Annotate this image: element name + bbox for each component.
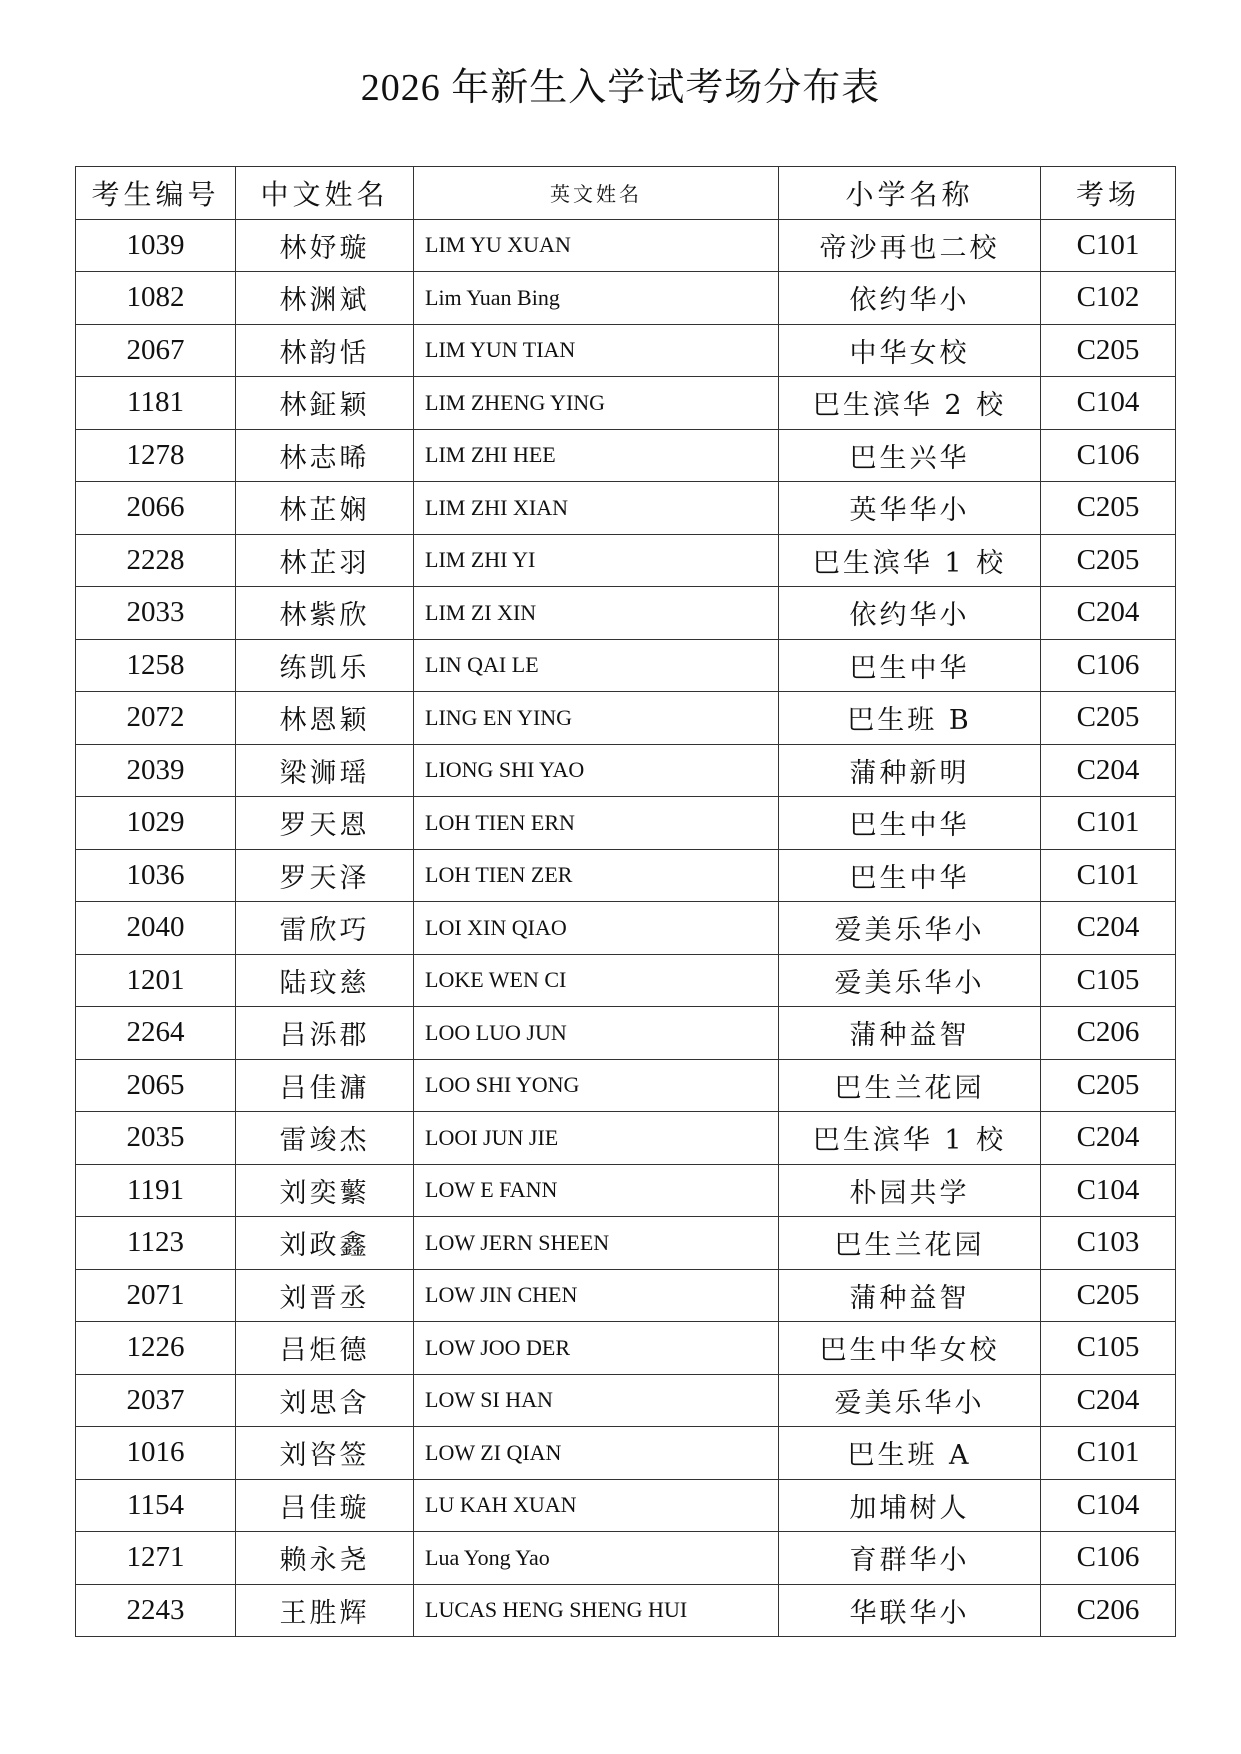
english-name-cell: LUCAS HENG SHENG HUI (414, 1584, 779, 1637)
exam-room-cell: C204 (1041, 587, 1176, 640)
column-header-room: 考场 (1041, 167, 1176, 220)
english-name-cell: Lua Yong Yao (414, 1532, 779, 1585)
primary-school-cell: 爱美乐华小 (779, 902, 1041, 955)
exam-room-cell: C204 (1041, 744, 1176, 797)
table-row (76, 219, 1176, 272)
table-row (76, 692, 1176, 745)
exam-room-cell: C102 (1041, 272, 1176, 325)
chinese-name-cell: 林鉦颖 (236, 377, 414, 430)
candidate-id-cell: 2067 (76, 324, 236, 377)
candidate-id-cell: 1039 (76, 219, 236, 272)
primary-school-cell: 巴生滨华 1 校 (779, 534, 1041, 587)
english-name-cell: Lim Yuan Bing (414, 272, 779, 325)
primary-school-cell: 巴生兴华 (779, 429, 1041, 482)
exam-room-cell: C106 (1041, 1532, 1176, 1585)
chinese-name-cell: 林芷羽 (236, 534, 414, 587)
exam-room-cell: C205 (1041, 534, 1176, 587)
exam-room-cell: C205 (1041, 1269, 1176, 1322)
chinese-name-cell: 罗天泽 (236, 849, 414, 902)
table-row (76, 1532, 1176, 1585)
chinese-name-cell: 刘政鑫 (236, 1217, 414, 1270)
primary-school-cell: 巴生班 A (779, 1427, 1041, 1480)
english-name-cell: LOW SI HAN (414, 1374, 779, 1427)
primary-school-cell: 中华女校 (779, 324, 1041, 377)
exam-room-cell: C104 (1041, 1164, 1176, 1217)
candidate-id-cell: 2072 (76, 692, 236, 745)
candidate-id-cell: 1271 (76, 1532, 236, 1585)
page-title: 2026 年新生入学试考场分布表 (360, 67, 881, 109)
primary-school-cell: 巴生滨华 2 校 (779, 377, 1041, 430)
exam-room-cell: C206 (1041, 1584, 1176, 1637)
table-row (76, 1322, 1176, 1375)
candidate-id-cell: 1029 (76, 797, 236, 850)
exam-room-cell: C101 (1041, 219, 1176, 272)
exam-room-cell: C106 (1041, 429, 1176, 482)
chinese-name-cell: 林妤璇 (236, 219, 414, 272)
column-header-cn-name: 中文姓名 (236, 167, 414, 220)
chinese-name-cell: 吕炬德 (236, 1322, 414, 1375)
english-name-cell: LIM YUN TIAN (414, 324, 779, 377)
table-header-row (76, 167, 1176, 220)
candidate-id-cell: 1123 (76, 1217, 236, 1270)
table-row (76, 1112, 1176, 1165)
column-header-school: 小学名称 (779, 167, 1041, 220)
column-header-id: 考生编号 (76, 167, 236, 220)
primary-school-cell: 巴生兰花园 (779, 1059, 1041, 1112)
candidate-id-cell: 1226 (76, 1322, 236, 1375)
chinese-name-cell: 雷竣杰 (236, 1112, 414, 1165)
primary-school-cell: 依约华小 (779, 587, 1041, 640)
exam-room-cell: C104 (1041, 1479, 1176, 1532)
primary-school-cell: 英华华小 (779, 482, 1041, 535)
chinese-name-cell: 陆玟慈 (236, 954, 414, 1007)
candidate-id-cell: 2035 (76, 1112, 236, 1165)
exam-room-cell: C204 (1041, 902, 1176, 955)
table-row (76, 902, 1176, 955)
table-row (76, 954, 1176, 1007)
exam-room-cell: C103 (1041, 1217, 1176, 1270)
candidate-id-cell: 1082 (76, 272, 236, 325)
primary-school-cell: 巴生兰花园 (779, 1217, 1041, 1270)
chinese-name-cell: 刘思含 (236, 1374, 414, 1427)
exam-room-cell: C206 (1041, 1007, 1176, 1060)
primary-school-cell: 巴生中华女校 (779, 1322, 1041, 1375)
english-name-cell: LU KAH XUAN (414, 1479, 779, 1532)
exam-room-cell: C101 (1041, 849, 1176, 902)
chinese-name-cell: 林渊斌 (236, 272, 414, 325)
english-name-cell: LOH TIEN ZER (414, 849, 779, 902)
chinese-name-cell: 林韵恬 (236, 324, 414, 377)
english-name-cell: LOI XIN QIAO (414, 902, 779, 955)
chinese-name-cell: 罗天恩 (236, 797, 414, 850)
primary-school-cell: 加埔树人 (779, 1479, 1041, 1532)
exam-room-cell: C204 (1041, 1112, 1176, 1165)
table-row (76, 482, 1176, 535)
exam-room-cell: C106 (1041, 639, 1176, 692)
exam-room-cell: C105 (1041, 954, 1176, 1007)
english-name-cell: LOKE WEN CI (414, 954, 779, 1007)
candidate-id-cell: 1154 (76, 1479, 236, 1532)
exam-room-cell: C205 (1041, 692, 1176, 745)
chinese-name-cell: 林恩颖 (236, 692, 414, 745)
chinese-name-cell: 吕泺郡 (236, 1007, 414, 1060)
table-row (76, 377, 1176, 430)
candidate-id-cell: 2071 (76, 1269, 236, 1322)
english-name-cell: LIONG SHI YAO (414, 744, 779, 797)
english-name-cell: LIM ZHI HEE (414, 429, 779, 482)
candidate-id-cell: 1258 (76, 639, 236, 692)
primary-school-cell: 爱美乐华小 (779, 954, 1041, 1007)
primary-school-cell: 巴生滨华 1 校 (779, 1112, 1041, 1165)
table-row (76, 849, 1176, 902)
exam-room-cell: C104 (1041, 377, 1176, 430)
chinese-name-cell: 赖永尧 (236, 1532, 414, 1585)
primary-school-cell: 巴生中华 (779, 639, 1041, 692)
candidate-id-cell: 1016 (76, 1427, 236, 1480)
primary-school-cell: 依约华小 (779, 272, 1041, 325)
table-row (76, 1427, 1176, 1480)
exam-room-cell: C105 (1041, 1322, 1176, 1375)
table-row (76, 1479, 1176, 1532)
table-row (76, 1007, 1176, 1060)
table-row (76, 1059, 1176, 1112)
exam-room-cell: C204 (1041, 1374, 1176, 1427)
english-name-cell: LOW E FANN (414, 1164, 779, 1217)
candidate-id-cell: 1201 (76, 954, 236, 1007)
candidate-id-cell: 1181 (76, 377, 236, 430)
table-row (76, 534, 1176, 587)
table-row (76, 1269, 1176, 1322)
table-row (76, 587, 1176, 640)
table-row (76, 1164, 1176, 1217)
exam-room-cell: C205 (1041, 1059, 1176, 1112)
table-row (76, 429, 1176, 482)
english-name-cell: LIM ZI XIN (414, 587, 779, 640)
english-name-cell: LIM ZHI XIAN (414, 482, 779, 535)
candidate-id-cell: 2040 (76, 902, 236, 955)
chinese-name-cell: 林紫欣 (236, 587, 414, 640)
english-name-cell: LOH TIEN ERN (414, 797, 779, 850)
primary-school-cell: 巴生班 B (779, 692, 1041, 745)
candidate-id-cell: 2039 (76, 744, 236, 797)
table-row (76, 1374, 1176, 1427)
primary-school-cell: 蒲种新明 (779, 744, 1041, 797)
candidate-id-cell: 2264 (76, 1007, 236, 1060)
candidate-id-cell: 1191 (76, 1164, 236, 1217)
candidate-id-cell: 2033 (76, 587, 236, 640)
table-row (76, 744, 1176, 797)
chinese-name-cell: 刘咨签 (236, 1427, 414, 1480)
chinese-name-cell: 练凯乐 (236, 639, 414, 692)
seat-allocation-table (75, 166, 1176, 1637)
chinese-name-cell: 王胜辉 (236, 1584, 414, 1637)
primary-school-cell: 蒲种益智 (779, 1269, 1041, 1322)
candidate-id-cell: 2037 (76, 1374, 236, 1427)
english-name-cell: LING EN YING (414, 692, 779, 745)
exam-room-cell: C101 (1041, 797, 1176, 850)
english-name-cell: LIM ZHI YI (414, 534, 779, 587)
english-name-cell: LIM YU XUAN (414, 219, 779, 272)
chinese-name-cell: 雷欣巧 (236, 902, 414, 955)
primary-school-cell: 巴生中华 (779, 849, 1041, 902)
chinese-name-cell: 林芷娴 (236, 482, 414, 535)
primary-school-cell: 朴园共学 (779, 1164, 1041, 1217)
chinese-name-cell: 林志晞 (236, 429, 414, 482)
table-row (76, 1217, 1176, 1270)
primary-school-cell: 帝沙再也二校 (779, 219, 1041, 272)
table-row (76, 324, 1176, 377)
primary-school-cell: 爱美乐华小 (779, 1374, 1041, 1427)
english-name-cell: LOW ZI QIAN (414, 1427, 779, 1480)
primary-school-cell: 育群华小 (779, 1532, 1041, 1585)
english-name-cell: LIN QAI LE (414, 639, 779, 692)
chinese-name-cell: 吕佳滽 (236, 1059, 414, 1112)
english-name-cell: LOW JERN SHEEN (414, 1217, 779, 1270)
primary-school-cell: 蒲种益智 (779, 1007, 1041, 1060)
english-name-cell: LOW JIN CHEN (414, 1269, 779, 1322)
english-name-cell: LIM ZHENG YING (414, 377, 779, 430)
candidate-id-cell: 2065 (76, 1059, 236, 1112)
candidate-id-cell: 2243 (76, 1584, 236, 1637)
exam-room-cell: C205 (1041, 482, 1176, 535)
column-header-en-name: 英文姓名 (414, 167, 779, 220)
chinese-name-cell: 吕佳璇 (236, 1479, 414, 1532)
english-name-cell: LOOI JUN JIE (414, 1112, 779, 1165)
table-row (76, 797, 1176, 850)
chinese-name-cell: 梁浉瑶 (236, 744, 414, 797)
candidate-id-cell: 1278 (76, 429, 236, 482)
chinese-name-cell: 刘奕蘩 (236, 1164, 414, 1217)
table-row (76, 639, 1176, 692)
chinese-name-cell: 刘晋丞 (236, 1269, 414, 1322)
table-row (76, 1584, 1176, 1637)
primary-school-cell: 华联华小 (779, 1584, 1041, 1637)
table-body (76, 219, 1176, 1637)
english-name-cell: LOW JOO DER (414, 1322, 779, 1375)
english-name-cell: LOO SHI YONG (414, 1059, 779, 1112)
primary-school-cell: 巴生中华 (779, 797, 1041, 850)
exam-room-cell: C205 (1041, 324, 1176, 377)
candidate-id-cell: 2066 (76, 482, 236, 535)
exam-room-cell: C101 (1041, 1427, 1176, 1480)
table-row (76, 272, 1176, 325)
english-name-cell: LOO LUO JUN (414, 1007, 779, 1060)
candidate-id-cell: 1036 (76, 849, 236, 902)
candidate-id-cell: 2228 (76, 534, 236, 587)
